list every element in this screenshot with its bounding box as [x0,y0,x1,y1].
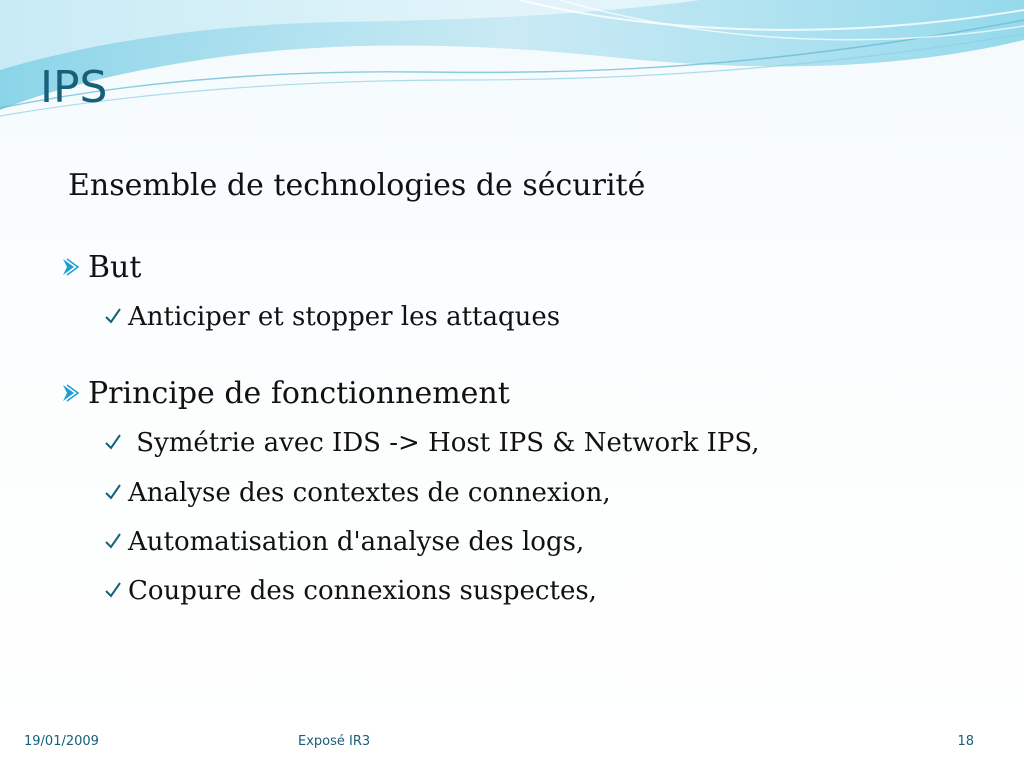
list-item-label: Coupure des connexions suspectes, [128,576,597,606]
list-item [104,302,560,332]
arrow-bullet-icon [58,379,86,407]
section-heading-label: But [88,250,142,285]
list-item [104,428,760,458]
footer-date: 19/01/2009 [24,734,99,749]
footer-page-number: 18 [957,734,974,749]
checkmark-icon [104,580,122,600]
section-heading-label: Principe de fonctionnement [88,376,510,411]
slide-title: IPS [40,62,108,113]
checkmark-icon [104,306,122,326]
checkmark-icon [104,482,122,502]
arrow-bullet-icon [58,253,86,281]
list-item [104,527,584,557]
list-item [104,576,597,606]
list-item-label: Anticiper et stopper les attaques [128,302,561,332]
list-item-label: Analyse des contextes de connexion, [128,478,611,508]
list-item-label: Symétrie avec IDS -> Host IPS & Network IPS, [128,428,760,458]
checkmark-icon [104,531,122,551]
list-item-label: Automatisation d'analyse des logs, [128,527,585,557]
list-item [104,478,611,508]
slide-intro: Ensemble de technologies de sécurité [68,168,646,203]
header-wave-decoration [0,0,1024,140]
footer-title: Exposé IR3 [298,734,371,749]
checkmark-icon [104,432,122,452]
section-heading-principe [58,376,510,411]
section-heading-but [58,250,141,285]
